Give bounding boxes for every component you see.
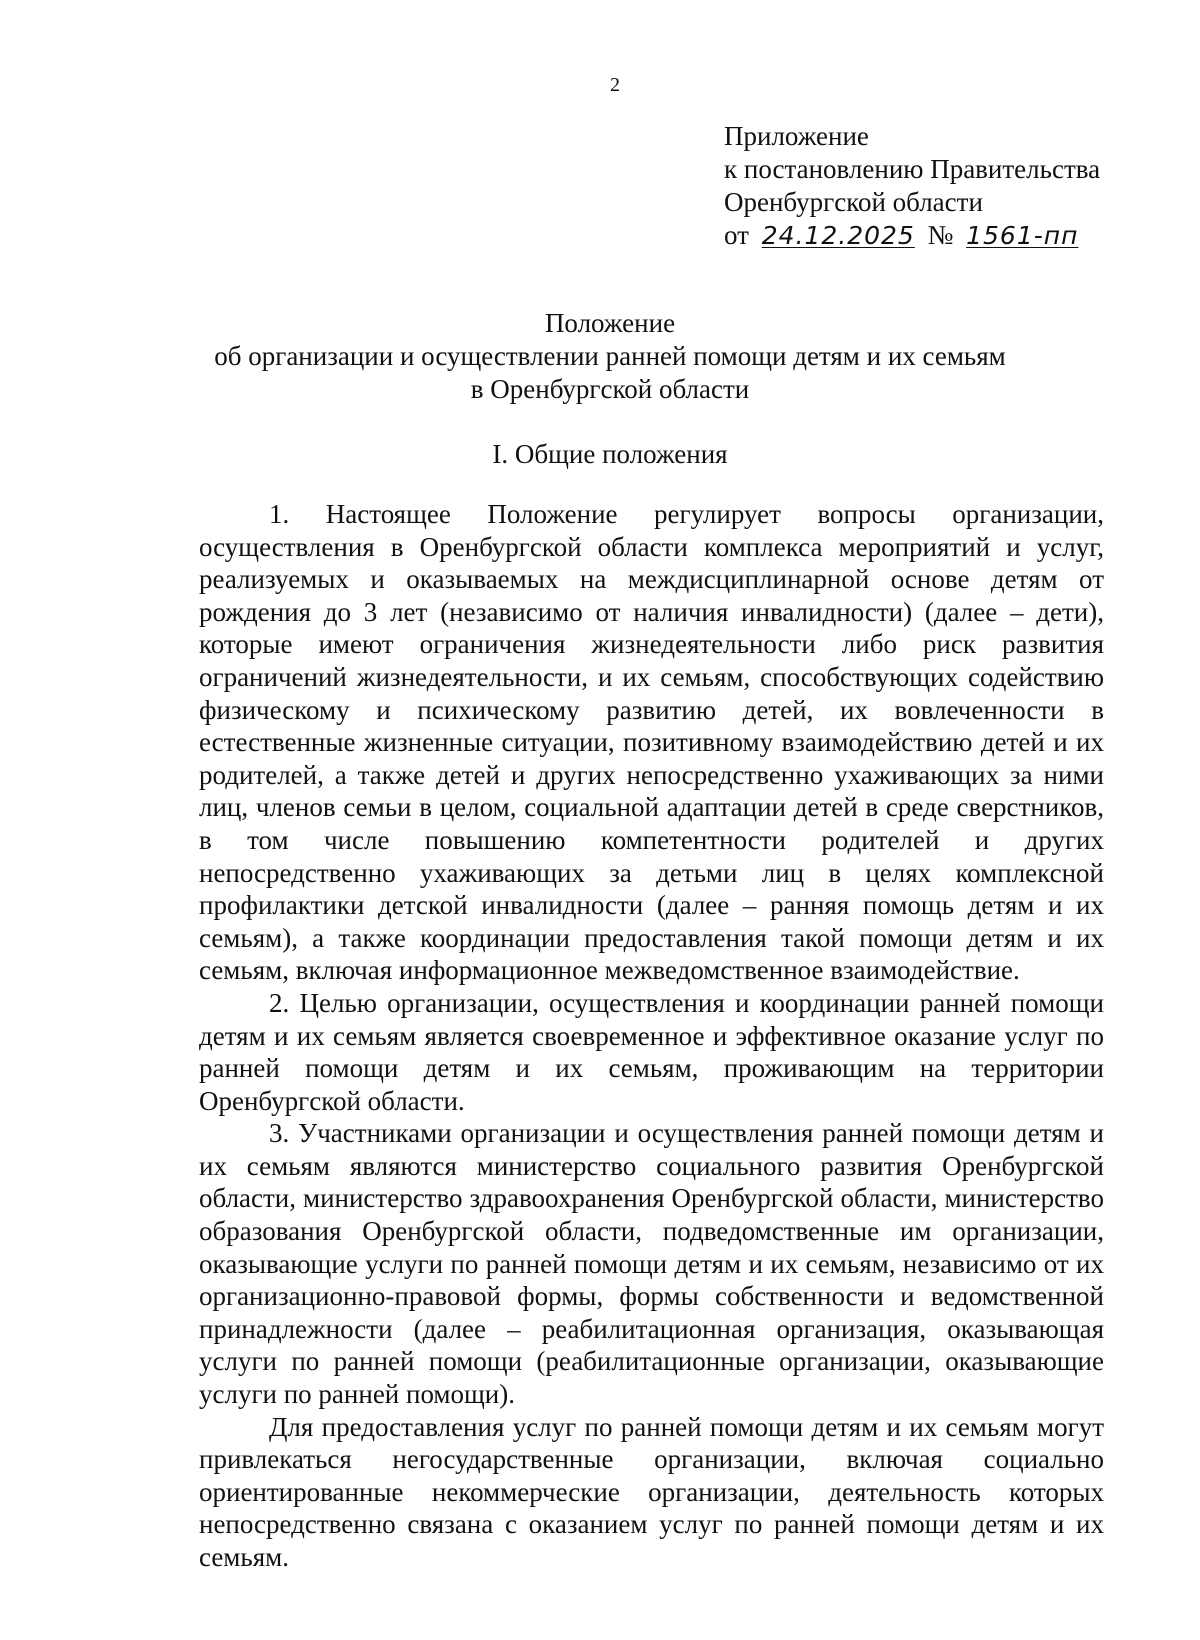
title-line-3: в Оренбургской области [470, 374, 750, 404]
appendix-date-number-line [724, 219, 1100, 252]
appendix-resolution-line: к постановлению Правительства [724, 154, 1101, 184]
paragraph-2: 2. Целью организации, осуществления и координации ранней помощи детям и их семьям является своевременное и эффективное оказание услуг по ранней помощи детям и их семьям, проживающим на территории Оренбургской области. [199, 987, 1104, 1116]
number-prefix: № [927, 220, 954, 250]
appendix-title: Приложение [724, 121, 869, 151]
title-line-1: Положение [544, 308, 676, 338]
handwritten-date: 24.12.2025 [761, 221, 915, 250]
paragraph-3: 3. Участниками организации и осуществления ранней помощи детям и их семьям являются министерство социального развития Оренбургской области, министерство здравоохранения Оренбургской области, министерство образования Оренбургской области, подведомственные им организации, оказывающие услуги по ранней помощи детям и их семьям, независимо от их организационно-правовой формы, формы собственности и ведомственной принадлежности (далее – реабилитационная организация, оказывающая услуги по ранней помощи (реабилитационные организации, оказывающие услуги по ранней помощи). [199, 1118, 1104, 1410]
appendix-block [724, 120, 1100, 252]
paragraph-1: 1. Настоящее Положение регулирует вопросы организации, осуществления в Оренбургской области комплекса мероприятий и услуг, реализуемых и оказываемых на междисциплинарной основе детям от рождения до 3 лет (независимо от наличия инвалидности) (далее – дети), которые имеют ограничения жизнедеятельности либо риск развития ограничений жизнедеятельности, и их семьям, способствующих содействию физическому и психическому развитию детей, их вовлеченности в естественные жизненные ситуации, позитивному взаимодействию детей и их родителей, а также детей и других непосредственно ухаживающих за ними лиц, членов семьи в целом, социальной адаптации детей в среде сверстников, в том числе повышению компетентности родителей и других непосредственно ухаживающих за детьми лиц в целях комплексной профилактики детской инвалидности (далее – ранняя помощь детям и их семьям), а также координации предоставления такой помощи детям и их семьям, включая информационное межведомственное взаимодействие. [199, 499, 1104, 986]
page-number: 2 [610, 74, 620, 96]
body-text [199, 498, 1104, 1574]
appendix-region-line: Оренбургской области [724, 187, 983, 217]
title-line-2: об организации и осуществлении ранней помощи детям и их семьям [214, 341, 1006, 371]
handwritten-number: 1561-пп [966, 221, 1079, 250]
paragraph-4: Для предоставления услуг по ранней помощи детям и их семьям могут привлекаться негосударственные организации, включая социально ориентированные некоммерческие организации, деятельность которых непосредственно связана с оказанием услуг по ранней помощи детям и их семьям. [199, 1411, 1104, 1572]
date-prefix: от [724, 220, 749, 250]
section-heading: I. Общие положения [492, 439, 728, 469]
document-title [0, 307, 1200, 406]
